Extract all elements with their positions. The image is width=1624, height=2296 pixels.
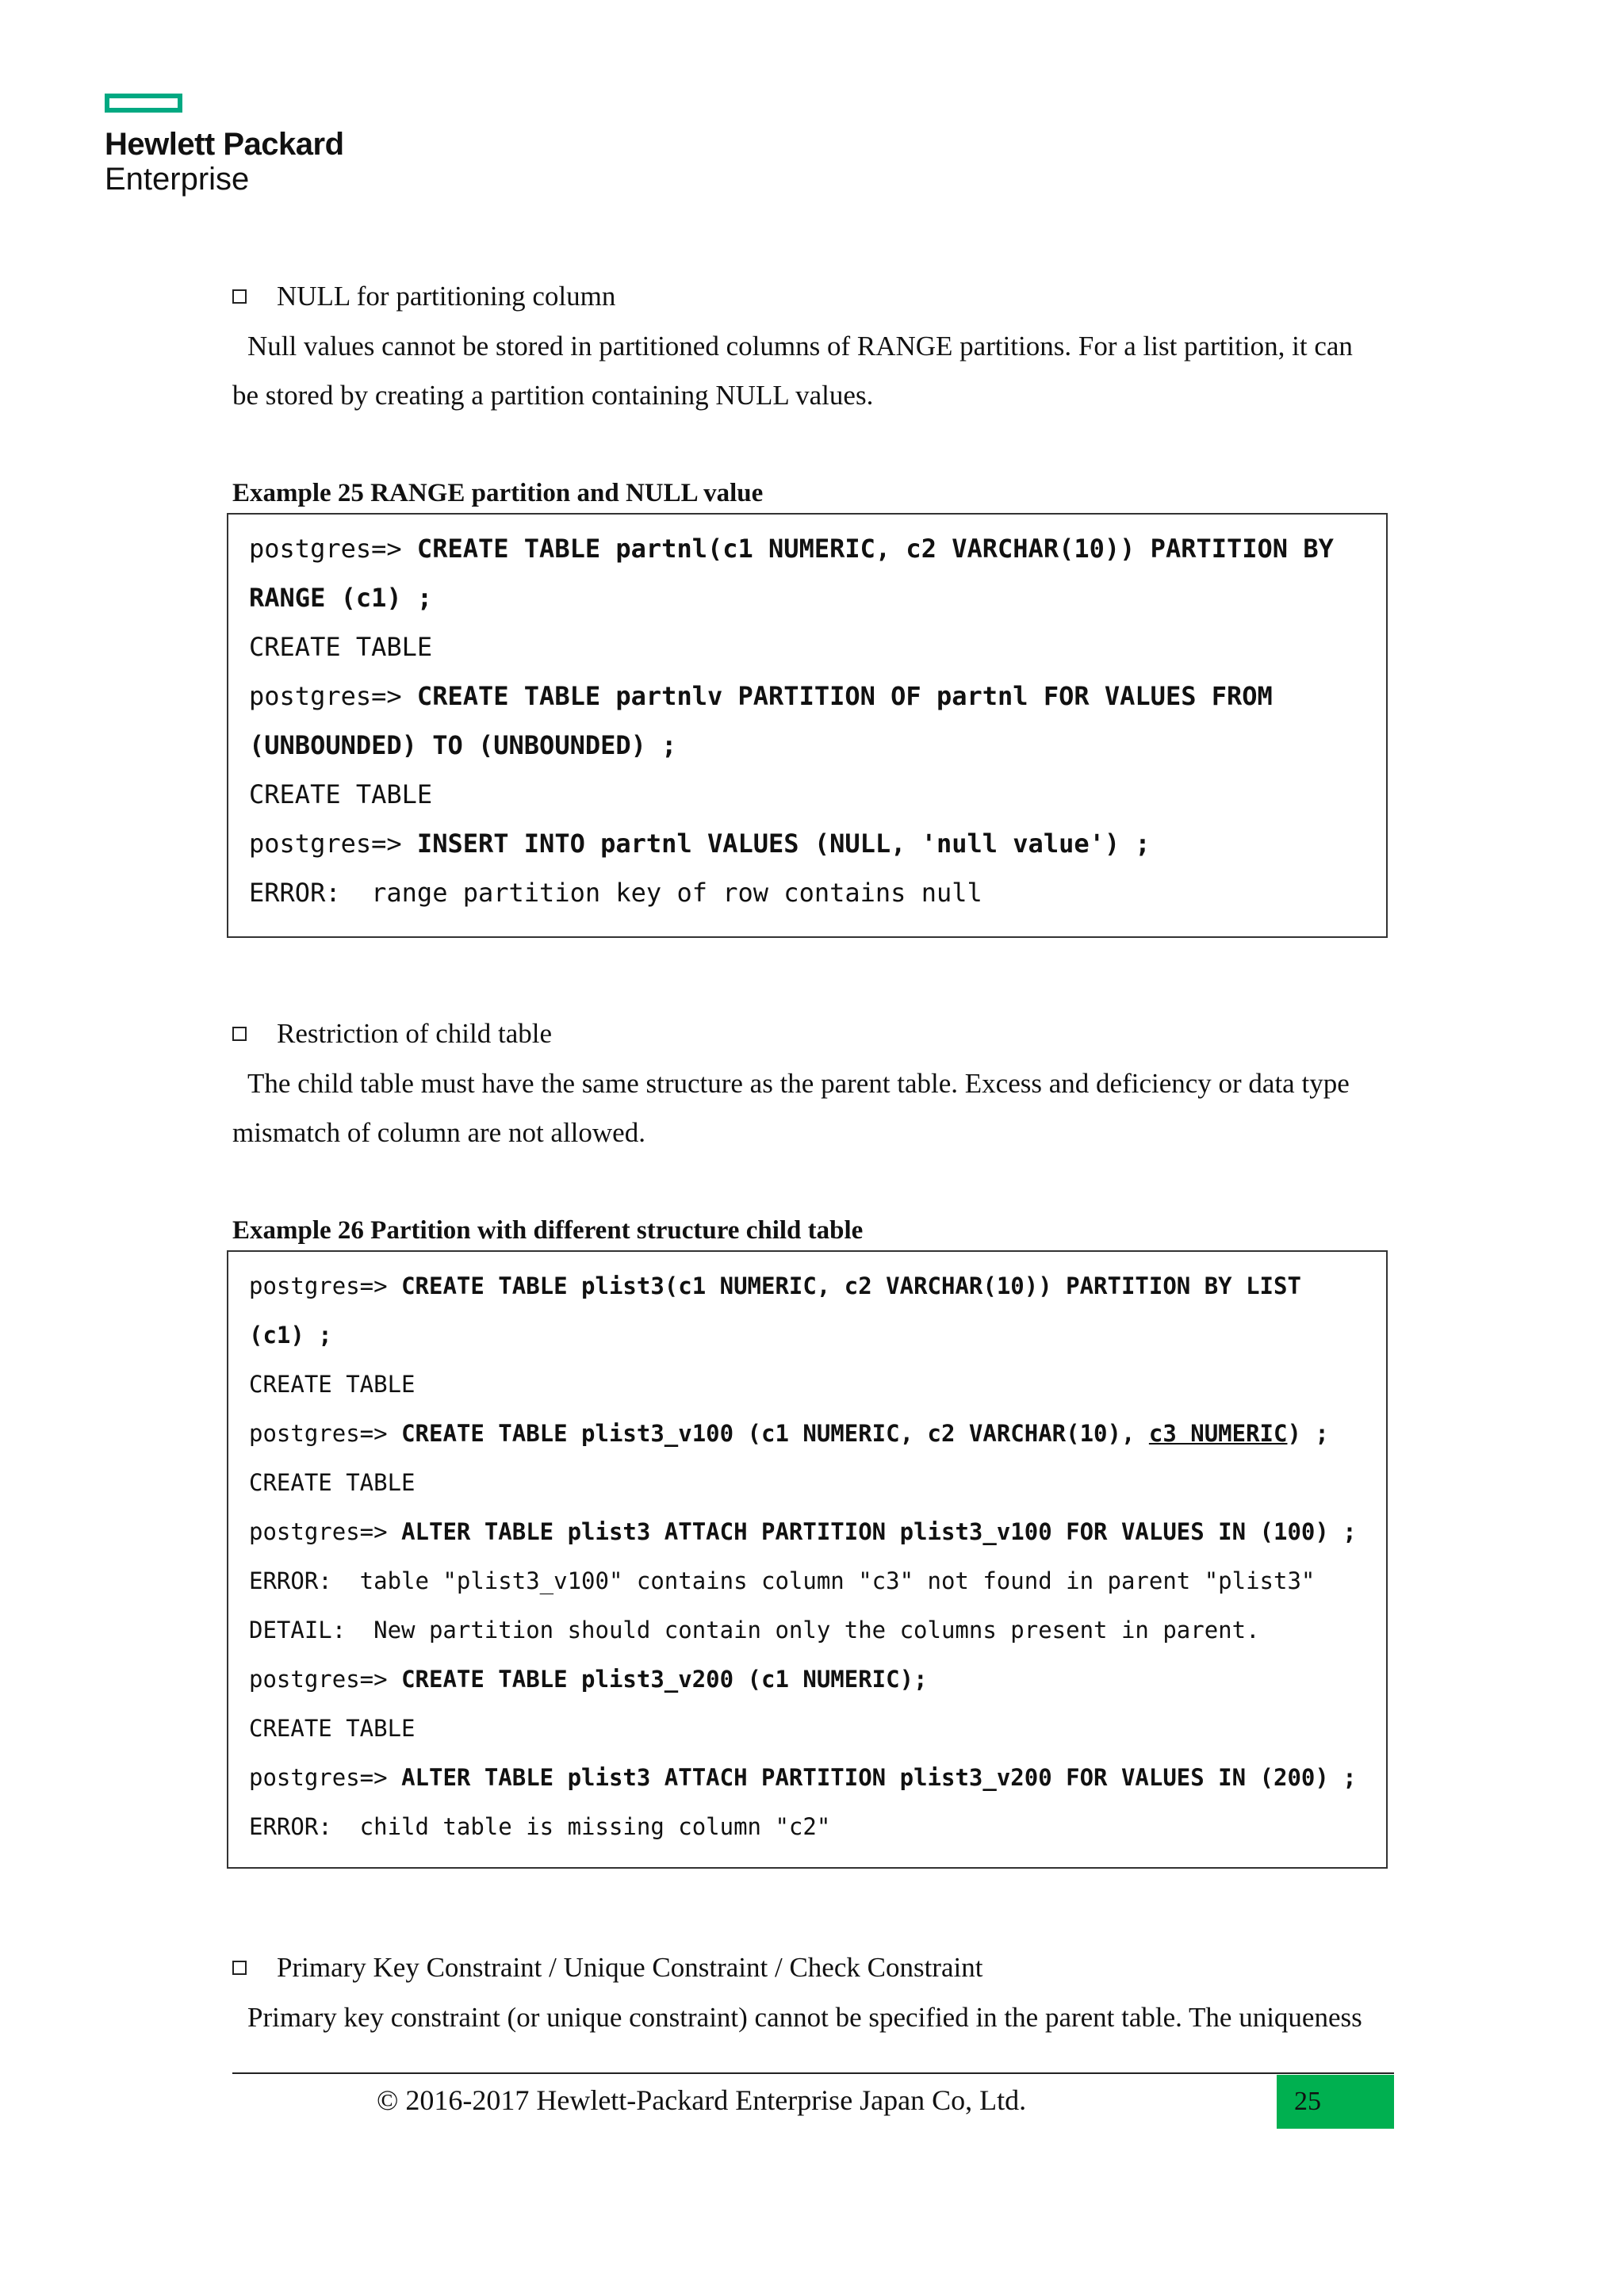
- square-bullet-icon: [232, 1027, 247, 1041]
- code-line: [249, 1409, 1365, 1458]
- example-25-caption: Example 25 RANGE partition and NULL value: [232, 479, 764, 507]
- code-line: [249, 573, 1365, 622]
- footer-divider: [232, 2072, 1394, 2074]
- code-output: CREATE TABLE: [249, 1371, 416, 1398]
- code-output: CREATE TABLE: [249, 1715, 416, 1742]
- code-prompt: postgres=>: [249, 1764, 402, 1791]
- code-line: [249, 721, 1365, 770]
- code-lines: [249, 524, 1365, 917]
- code-prompt: postgres=>: [249, 1420, 402, 1447]
- code-line: [249, 1458, 1365, 1507]
- code-prompt: postgres=>: [249, 681, 417, 711]
- code-command: (c1) ;: [249, 1322, 332, 1349]
- code-output: CREATE TABLE: [249, 1469, 416, 1496]
- section-heading-constraints: Primary Key Constraint / Unique Constraint / Check Constraint: [232, 1952, 982, 1984]
- example-26-caption: Example 26 Partition with different structure child table: [232, 1216, 864, 1245]
- code-line: [249, 1753, 1365, 1802]
- code-command: ALTER TABLE plist3 ATTACH PARTITION plist3_v100 FOR VALUES IN (100) ;: [401, 1518, 1357, 1545]
- section-heading-null: NULL for partitioning column: [232, 281, 615, 312]
- code-line: [249, 1507, 1365, 1556]
- code-line: [249, 1704, 1365, 1753]
- code-line: [249, 1261, 1365, 1311]
- logo-text-line2: Enterprise: [105, 162, 250, 197]
- code-line: [249, 1311, 1365, 1360]
- code-line: [249, 770, 1365, 819]
- code-command: INSERT INTO partnl VALUES (NULL, 'null value') ;: [416, 828, 1151, 859]
- code-line: [249, 868, 1365, 917]
- code-prompt: postgres=>: [249, 534, 417, 564]
- code-output: DETAIL: New partition should contain only the columns present in parent.: [249, 1617, 1260, 1644]
- code-output: ERROR: table "plist3_v100" contains column "c3" not found in parent "plist3": [249, 1567, 1316, 1594]
- footer-copyright: © 2016-2017 Hewlett-Packard Enterprise Japan Co, Ltd.: [377, 2084, 1027, 2116]
- code-command: CREATE TABLE plist3(c1 NUMERIC, c2 VARCHAR(10)) PARTITION BY LIST: [401, 1272, 1301, 1299]
- code-command: CREATE TABLE partnlv PARTITION OF partnl FOR VALUES FROM: [416, 681, 1273, 711]
- code-line: [249, 524, 1365, 573]
- code-command-tail: ) ;: [1287, 1420, 1329, 1447]
- code-output: ERROR: child table is missing column "c2": [249, 1813, 831, 1840]
- code-command: (UNBOUNDED) TO (UNBOUNDED) ;: [249, 730, 677, 760]
- code-line: [249, 1605, 1365, 1655]
- code-prompt: postgres=>: [249, 1518, 402, 1545]
- code-prompt: postgres=>: [249, 828, 417, 859]
- code-output: CREATE TABLE: [249, 779, 433, 809]
- code-command: CREATE TABLE partnl(c1 NUMERIC, c2 VARCHAR(10)) PARTITION BY: [416, 534, 1334, 564]
- code-output: ERROR: range partition key of row contains null: [249, 878, 982, 908]
- square-bullet-icon: [232, 289, 247, 304]
- code-line: [249, 1360, 1365, 1409]
- code-command: RANGE (c1) ;: [249, 583, 433, 613]
- hpe-logo-mark: [105, 94, 182, 113]
- code-command: CREATE TABLE plist3_v100 (c1 NUMERIC, c2 VARCHAR(10),: [401, 1420, 1149, 1447]
- code-prompt: postgres=>: [249, 1272, 402, 1299]
- code-output: CREATE TABLE: [249, 632, 433, 662]
- section-paragraph-null: Null values cannot be stored in partitioned columns of RANGE partitions. For a list partition, it can be stored by creating a partition containing NULL values.: [232, 331, 1353, 411]
- example-25-code-block: [227, 513, 1388, 938]
- logo-text-line1: Hewlett Packard: [105, 127, 344, 162]
- section-heading-child-table: Restriction of child table: [232, 1018, 552, 1050]
- example-26-code-block: [227, 1250, 1388, 1869]
- code-line: [249, 672, 1365, 721]
- code-prompt: postgres=>: [249, 1666, 402, 1693]
- code-command: CREATE TABLE plist3_v200 (c1 NUMERIC);: [401, 1666, 928, 1693]
- code-line: [249, 1802, 1365, 1851]
- code-lines: [249, 1261, 1365, 1851]
- hpe-logo: [105, 94, 344, 197]
- page-number: 25: [1277, 2075, 1394, 2129]
- square-bullet-icon: [232, 1961, 247, 1975]
- code-command: ALTER TABLE plist3 ATTACH PARTITION plist3_v200 FOR VALUES IN (200) ;: [401, 1764, 1357, 1791]
- section-paragraph-constraints: Primary key constraint (or unique constraint) cannot be specified in the parent table. The uniqueness: [247, 2002, 1362, 2033]
- section-paragraph-child-table: The child table must have the same structure as the parent table. Excess and deficiency or data type mismatch of column are not allowed.: [232, 1068, 1350, 1148]
- code-line: [249, 1556, 1365, 1605]
- code-line: [249, 1655, 1365, 1704]
- code-line: [249, 622, 1365, 672]
- code-line: [249, 819, 1365, 868]
- code-command-highlight: c3 NUMERIC: [1148, 1420, 1288, 1447]
